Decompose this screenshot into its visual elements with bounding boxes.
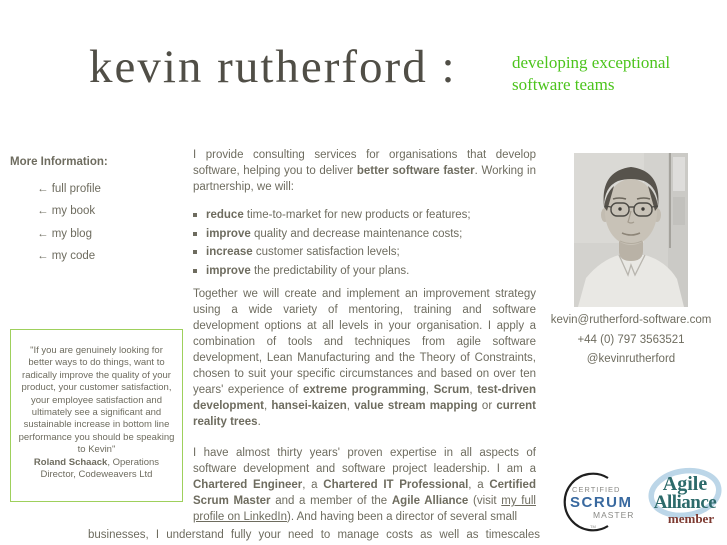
list-item	[193, 226, 536, 242]
contact-block	[540, 311, 722, 370]
portrait-photo	[574, 153, 688, 307]
linkedin-link[interactable]: my full profile on LinkedIn	[193, 495, 536, 523]
square-bullet-icon	[193, 269, 197, 273]
bullet-lead: improve	[206, 227, 251, 240]
sidebar-nav	[37, 178, 101, 267]
agile-alliance-member-badge[interactable]	[645, 462, 725, 542]
list-item	[193, 263, 536, 279]
testimonial-box	[10, 329, 183, 502]
square-bullet-icon	[193, 250, 197, 254]
testimonial-quote: "If you are genuinely looking for better ways to do things, want to radically improve the quality of your product, your customer satisfaction, your employee satisfaction and ultimately see a significant and sustainable increase in bottom line performance you should be speaking to Kevin"	[18, 345, 175, 456]
csm-tm-label: TM	[590, 524, 596, 529]
agile-member-label: member	[667, 511, 715, 526]
bullet-text: time-to-market for new products or features;	[243, 209, 471, 221]
csm-certified-label: CERTIFIED	[572, 485, 621, 494]
bullet-lead: reduce	[206, 209, 244, 221]
tagline-line2: software teams	[512, 75, 615, 94]
credentials-paragraph-continued: businesses, I understand fully your need to manage costs as well as timescales	[88, 529, 540, 541]
csm-master-label: MASTER	[593, 510, 635, 520]
bullet-text: quality and decrease maintenance costs;	[250, 227, 463, 240]
page-title: kevin rutherford :	[89, 41, 457, 93]
certified-scrum-master-badge[interactable]	[556, 466, 648, 540]
email-link[interactable]: kevin@rutherford-software.com	[550, 314, 712, 326]
tagline	[512, 52, 670, 96]
sidebar-item-my-blog[interactable]: ← my blog	[37, 227, 92, 240]
bullet-text: customer satisfaction levels;	[252, 246, 400, 259]
approach-paragraph: Together we will create and implement an improvement strategy using a wide variety of mentoring, training and software development options at all levels in your organisation. I apply a combination of tools and techniques from agile software development, Lean Manufacturing and the Theory of Constraints, chosen to suit your specific circumstances and based on over ten years' experience of extreme programming, Scrum, test-driven development, hansei-kaizen, value stream mapping or current reality trees.	[193, 288, 537, 428]
sidebar-item-full-profile[interactable]: ← full profile	[37, 183, 101, 195]
bullet-text: the predictability of your plans.	[250, 264, 410, 277]
agile-word2: Alliance	[653, 492, 717, 513]
benefits-list	[193, 207, 536, 281]
square-bullet-icon	[193, 232, 197, 236]
twitter-link[interactable]: @kevinrutherford	[586, 353, 676, 365]
tagline-line1: developing exceptional	[512, 53, 671, 72]
csm-scrum-label: SCRUM	[570, 494, 633, 511]
phone-number: +44 (0) 797 3563521	[577, 333, 685, 346]
agile-word1: Agile	[662, 473, 708, 495]
sidebar-heading: More Information:	[10, 156, 108, 168]
sidebar-item-my-book[interactable]: ← my book	[37, 205, 96, 218]
list-item	[193, 207, 536, 223]
testimonial-attribution: Roland Schaack, Operations Director, Codeweavers Ltd	[33, 456, 160, 481]
square-bullet-icon	[193, 213, 197, 217]
bullet-lead: improve	[206, 264, 251, 277]
intro-paragraph: I provide consulting services for organisations that develop software, helping you to deliver better software faster. Working in partnership, we will:	[193, 149, 536, 193]
list-item	[193, 244, 536, 260]
sidebar-item-my-code[interactable]: ← my code	[37, 249, 96, 262]
credentials-paragraph: I have almost thirty years' proven expertise in all aspects of software development and software project leadership. I am a Chartered Engineer, a Chartered IT Professional, a Certified Scrum Master and a member of the Agile Alliance (visit my full profile on LinkedIn). And having been a director of several small	[193, 447, 536, 523]
bullet-lead: increase	[206, 246, 253, 259]
